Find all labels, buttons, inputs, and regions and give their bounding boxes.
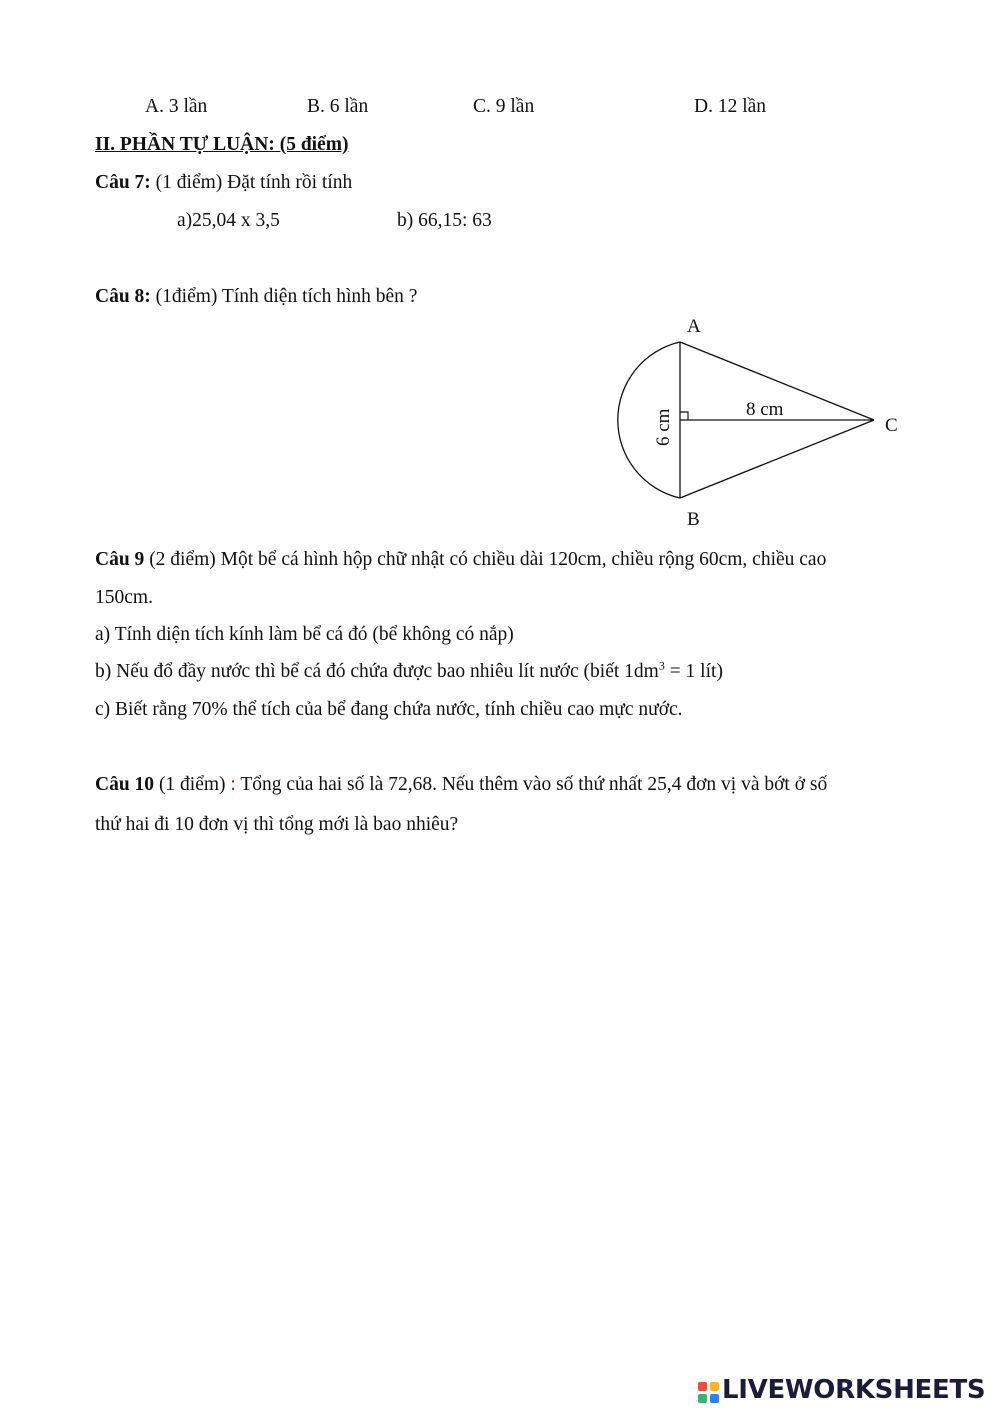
question-9-part-b <box>95 658 723 683</box>
option-d: D. 12 lần <box>694 96 767 117</box>
question-9-part-b-end: = 1 lít) <box>664 661 723 682</box>
liveworksheets-logo <box>698 1375 996 1408</box>
question-8-label: Câu 8: <box>95 286 151 307</box>
question-10-colon: : <box>230 774 236 795</box>
logo-text: LIVEWORKSHEETS <box>722 1375 986 1405</box>
logo-square-3 <box>698 1394 707 1403</box>
logo-mark-icon <box>698 1382 720 1404</box>
length-label: 8 cm <box>746 399 784 420</box>
option-c: C. 9 lần <box>473 96 535 117</box>
question-10-points: (1 điểm) <box>154 774 231 795</box>
question-9-part-a: a) Tính diện tích kính làm bể cá đó (bể không có nắp) <box>95 624 514 645</box>
question-9-line-1 <box>95 549 826 571</box>
logo-square-1 <box>698 1382 707 1391</box>
height-label: 6 cm <box>653 408 674 446</box>
option-b: B. 6 lần <box>307 96 369 117</box>
question-8-text: (1điểm) Tính diện tích hình bên ? <box>150 286 418 307</box>
section-heading: II. PHẦN TỰ LUẬN: (5 điểm) <box>95 134 349 155</box>
question-7 <box>95 172 352 194</box>
logo-square-4 <box>710 1394 719 1403</box>
question-10-line-1 <box>95 774 827 796</box>
question-7-text: (1 điểm) Đặt tính rồi tính <box>150 172 353 193</box>
option-a: A. 3 lần <box>145 96 208 117</box>
label-c: C <box>885 415 898 436</box>
question-9-part-c: c) Biết rằng 70% thể tích của bể đang chứa nước, tính chiều cao mực nước. <box>95 699 683 720</box>
label-b: B <box>687 509 700 530</box>
question-9-label: Câu 9 <box>95 549 145 570</box>
label-a: A <box>687 316 701 337</box>
question-9-part-b-text: b) Nếu đổ đầy nước thì bể cá đó chứa được bao nhiêu lít nước (biết 1dm <box>95 661 659 682</box>
question-10-text: Tổng của hai số là 72,68. Nếu thêm vào số thứ nhất 25,4 đơn vị và bớt ở số <box>235 774 828 795</box>
superscript-3: 3 <box>658 658 665 673</box>
segment-bc <box>680 420 874 498</box>
geometry-figure <box>590 308 920 533</box>
right-angle-mark <box>680 412 688 420</box>
question-7-label: Câu 7: <box>95 172 151 193</box>
question-7-part-a: a)25,04 x 3,5 <box>177 210 280 231</box>
question-10-label: Câu 10 <box>95 774 155 795</box>
logo-square-2 <box>710 1382 719 1391</box>
question-10-line-2: thứ hai đi 10 đơn vị thì tổng mới là bao nhiêu? <box>95 814 459 835</box>
question-8 <box>95 286 417 308</box>
question-7-part-b: b) 66,15: 63 <box>397 210 492 231</box>
question-9-line-2: 150cm. <box>95 587 153 608</box>
question-9-text: (2 điểm) Một bể cá hình hộp chữ nhật có chiều dài 120cm, chiều rộng 60cm, chiều cao <box>144 549 827 570</box>
